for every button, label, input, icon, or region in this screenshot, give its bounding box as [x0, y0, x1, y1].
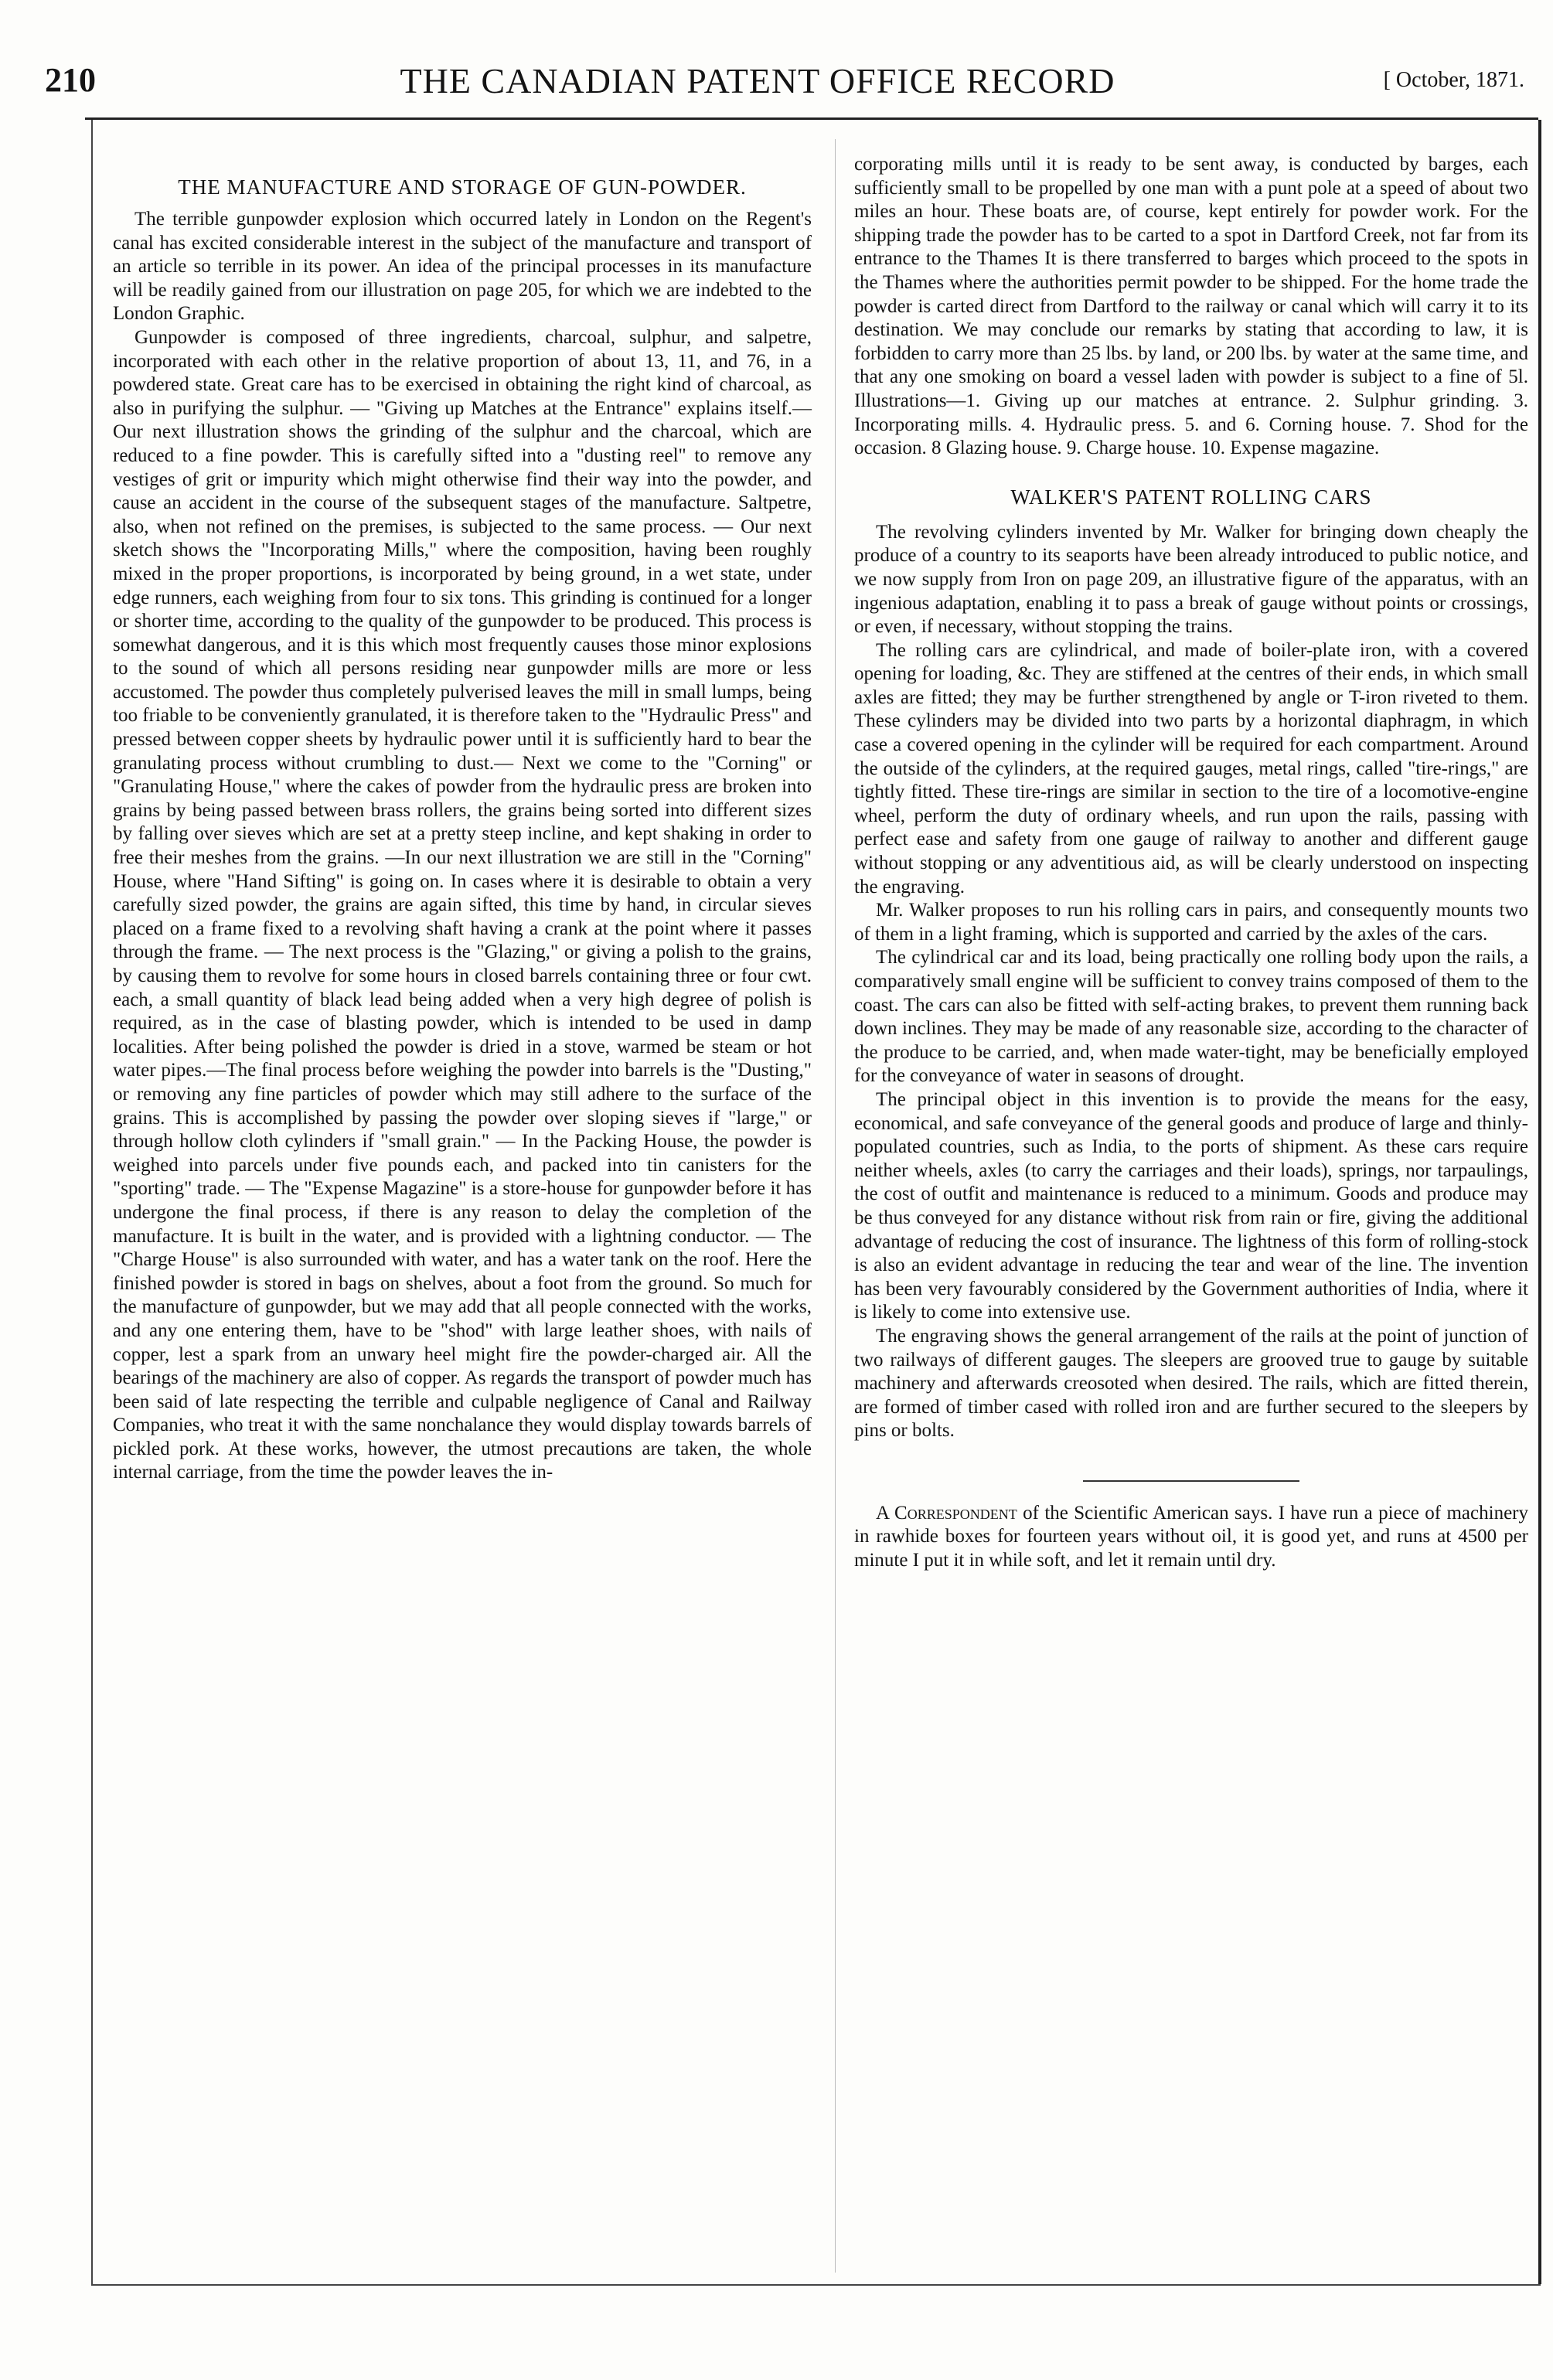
column-divider [835, 139, 836, 2273]
left-border-rule [91, 120, 93, 2284]
walker-paragraph: Mr. Walker proposes to run his rolling cars in pairs, and consequently mounts two of them in a light framing, which is supported and carried by the axles of the cars. [854, 900, 1528, 945]
right-border-rule [1538, 120, 1541, 2284]
page-header [31, 60, 1546, 114]
gunpowder-paragraph: The terrible gunpowder explosion which occurred lately in London on the Regent's canal has excited considerable interest in the subject of the manufacture and transport of an article so terrible in its power. An idea of the principal processes in its manufacture will be readily gained from our illustration on page 205, for which we are indebted to the London Graphic. [113, 209, 812, 325]
walker-paragraph: The cylindrical car and its load, being practically one rolling body upon the rails, a comparatively small engine will be sufficient to convey trains composed of them to the coast. The cars can also be fitted with self-acting brakes, to prevent them running back down inclines. They may be made of any reasonable size, according to the character of the produce to be carried, and, when made water-tight, may be beneficially employed for the conveyance of water in seasons of drought. [854, 947, 1528, 1087]
running-title: THE CANADIAN PATENT OFFICE RECORD [400, 61, 1115, 100]
walker-paragraph: The principal object in this invention is to provide the means for the easy, economical, and safe conveyance of the general goods and produce of large and thinly-populated countries, such as India, to the ports of shipment. As these cars require neither wheels, axles (to carry the carriages and their loads), springs, nor tarpaulings, the cost of outfit and maintenance is reduced to a minimum. Goods and produce may be thus conveyed for any distance without risk from rain or fire, giving the additional advantage of reducing the cost of insurance. The lightness of this form of rolling-stock is also an evident advantage in reducing the tear and wear of the line. The invention has been very favourably considered by the Government authorities of India, where it is likely to come into extensive use. [854, 1088, 1528, 1323]
gunpowder-paragraph: Gunpowder is composed of three ingredients, charcoal, sulphur, and salpetre, incorporated with each other in the relative proportion of about 13, 11, and 76, in a powdered state. Great care has to be exercised in obtaining the right kind of charcoal, as also in purifying the sulphur. — "Giving up Matches at the Entrance" explains itself.—Our next illustration shows the grinding of the sulphur and the charcoal, which are reduced to a fine powder. This is carefully sifted into a "dusting reel" to remove any vestiges of grit or impurity which might otherwise find their way into the powder, and cause an accident in the course of the subsequent stages of the manufacture. Saltpetre, also, when not refined on the premises, is subjected to the same process. — Our next sketch shows the "Incorporating Mills," where the composition, having been roughly mixed in the proper proportions, is incorporated by being ground, in a wet state, under edge runners, each weighing from four to six tons. This grinding is continued for a longer or shorter time, according to the quality of the gunpowder to be produced. This process is somewhat dangerous, and it is this which most frequently causes those minor explosions to the sound of which all persons residing near gunpowder mills are more or less accustomed. The powder thus completely pulverised leaves the mill in small lumps, being too friable to be conveniently granulated, it is therefore taken to the "Hydraulic Press" and pressed between copper sheets by hydraulic power until it is sufficiently hard to bear the granulating process without crumbling to dust.— Next we come to the "Corning" or "Granulating House," where the cakes of powder from the hydraulic press are broken into grains by being passed between brass rollers, the grains being sorted into different sizes by falling over sieves which are set at a pretty steep incline, and kept shaking in order to free their meshes from the grains. —In our next illustration we are still in the "Corning" House, where "Hand Sifting" is going on. In cases where it is desirable to obtain a very carefully sized powder, the grains are again sifted, this time by hand, in circular sieves placed on a frame fixed to a revolving shaft having a crank at the point where it passes through the frame. — The next process is the "Glazing," or giving a polish to the grains, by causing them to revolve for some hours in closed barrels containing three or four cwt. each, a small quantity of black lead being added when a very high degree of polish is required, as in the case of blasting powder, which is intended to be used in damp localities. After being polished the powder is dried in a stove, warmed be steam or hot water pipes.—The final process before weighing the powder into barrels is the "Dusting," or removing any fine particles of powder which may still adhere to the surface of the grains. This is accomplished by passing the powder over sloping sieves if "large," or through hollow cloth cylinders if "small grain." — In the Packing House, the powder is weighed into parcels under five pounds each, and packed into tin canisters for the "sporting" trade. — The "Expense Magazine" is a store-house for gunpowder before it has undergone the final process, if there is any reason to delay the completion of the manufacture. It is built in the water, and is provided with a lightning conductor. — The "Charge House" is also surrounded with water, and has a water tank on the roof. Here the finished powder is stored in bags on shelves, about a foot from the ground. So much for the manufacture of gunpowder, but we may add that all people connected with the works, and any one entering them, have to be "shod" with large leather shoes, with nails of copper, lest a spark from an unwary heel might fire the powder-charged air. All the bearings of the machinery are also of copper. As regards the transport of powder much has been said of late respecting the terrible and culpable negligence of Canal and Railway Companies, who treat it with the same nonchalance they would display towards barrels of pickled pork. At these works, however, the utmost precautions are taken, the whole internal carriage, from the time the powder leaves the in- [113, 326, 812, 1483]
issue-date: [ October, 1871. [1383, 68, 1524, 92]
gunpowder-article-title: THE MANUFACTURE AND STORAGE OF GUN-POWDER. [178, 175, 747, 199]
bottom-border-rule [91, 2284, 1541, 2286]
walker-paragraph: The revolving cylinders invented by Mr. Walker for bringing down cheaply the produce of a country to its seaports have been already introduced to public notice, and we now supply from Iron on page 209, an illustrative figure of the apparatus, with an ingenious adaptation, enabling it to pass a break of gauge without points or crossings, or even, if necessary, without stopping the trains. [854, 521, 1528, 638]
correspondent-lead: A Correspondent [876, 1502, 1017, 1524]
walker-article-title: WALKER'S PATENT ROLLING CARS [1010, 485, 1372, 509]
right-column [854, 153, 1528, 1573]
section-separator-rule [1083, 1480, 1299, 1482]
header-rule [85, 117, 1538, 120]
walker-paragraph: The engraving shows the general arrangement of the rails at the point of junction of two railways of different gauges. The sleepers are grooved true to gauge by suitable machinery and afterwards creosoted when desired. The rails, which are fitted therein, are formed of timber cased with rolled iron and are further secured to the sleepers by pins or bolts. [854, 1325, 1528, 1442]
left-column [113, 158, 812, 1485]
correspondent-text: of the Scientific American says. I have run a piece of machinery in rawhide boxes for fourteen years without oil, it is good yet, and runs at 4500 per minute I put it in while soft, and let it remain until dry. [854, 1502, 1528, 1571]
page-number: 210 [45, 61, 96, 99]
correspondent-note [854, 1502, 1528, 1573]
gunpowder-continuation: corporating mills until it is ready to be sent away, is conducted by barges, each sufficiently small to be propelled by one man with a punt pole at a speed of about two miles an hour. These boats are, of course, kept entirely for powder work. For the shipping trade the powder has to be carted to a spot in Dartford Creek, not far from its entrance to the Thames It is there transferred to barges which proceed to the spots in the Thames where the authorities permit powder to be shipped. For the home trade the powder is carted direct from Dartford to the railway or canal which will carry it to its destination. We may conclude our remarks by stating that according to law, it is forbidden to carry more than 25 lbs. by land, or 200 lbs. by water at the same time, and that any one smoking on board a vessel laden with powder is subject to a fine of 5l. Illustrations—1. Giving up our matches at entrance. 2. Sulphur grinding. 3. Incorporating mills. 4. Hydraulic press. 5. and 6. Corning house. 7. Shod for the occasion. 8 Glazing house. 9. Charge house. 10. Expense magazine. [854, 154, 1528, 459]
walker-paragraph: The rolling cars are cylindrical, and made of boiler-plate iron, with a covered opening for loading, &c. They are stiffened at the centres of their ends, in which small axles are fitted; they may be further strengthened by angle or T-iron riveted to them. These cylinders may be divided into two parts by a horizontal diaphragm, in which case a covered opening in the cylinder will be required for each compartment. Around the outside of the cylinders, at the required gauges, metal rings, called "tire-rings," are tightly fitted. These tire-rings are similar in section to the tire of a locomotive-engine wheel, perform the duty of ordinary wheels, and run upon the rails, passing with perfect ease and safety from one gauge of railway to another and different gauge without stopping or any adventitious aid, as will be clearly understood on inspecting the engraving. [854, 639, 1528, 897]
